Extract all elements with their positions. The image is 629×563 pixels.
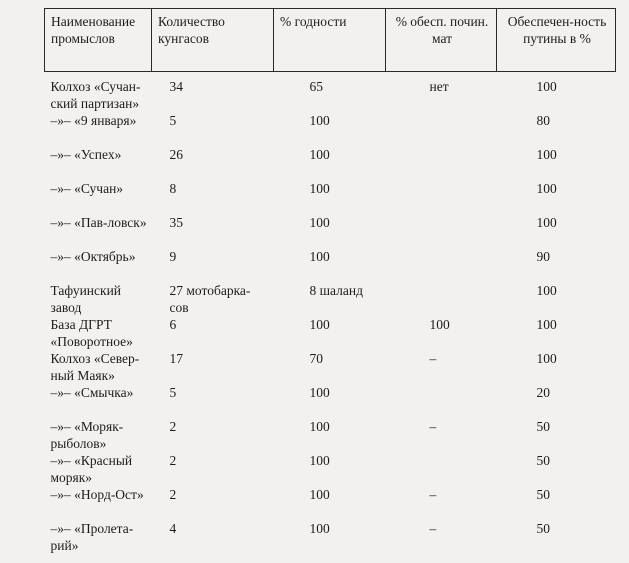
cell-name: Колхоз «Сучан-ский партизан»	[50, 79, 141, 111]
cell-name: –»– «Смычка»	[50, 385, 134, 400]
cell-kungas: 35	[169, 215, 183, 230]
cell-kungas: 17	[169, 351, 183, 366]
cell-kungas: 6	[169, 317, 177, 332]
cell-kungas: 4	[169, 521, 177, 536]
cell-fitness: 100	[309, 385, 330, 400]
cell-kungas: 34	[169, 79, 183, 94]
cell-name: –»– «Пролета-рий»	[50, 521, 134, 553]
cell-kungas: 2	[169, 419, 177, 434]
table-row	[45, 72, 616, 113]
cell-repair	[386, 112, 497, 146]
cell-supply: 100	[536, 215, 557, 230]
cell-kungas: 8	[169, 181, 177, 196]
cell-fitness: 100	[309, 317, 330, 332]
cell-name: –»– «9 января»	[50, 113, 137, 128]
cell-fitness: 8 шаланд	[309, 283, 363, 298]
table-row	[45, 452, 616, 486]
cell-supply: 50	[536, 419, 550, 434]
table-row	[45, 520, 616, 554]
cell-fitness: 100	[309, 419, 330, 434]
table-row	[45, 146, 616, 180]
cell-name: –»– «Пав-ловск»	[50, 215, 147, 230]
cell-supply: 90	[536, 249, 550, 264]
cell-name: –»– «Сучан»	[50, 181, 124, 196]
cell-fitness: 70	[309, 351, 323, 366]
cell-repair	[386, 180, 497, 214]
cell-fitness: 100	[309, 215, 330, 230]
cell-repair	[386, 384, 497, 418]
cell-repair: –	[429, 419, 437, 434]
cell-repair: –	[429, 521, 437, 536]
cell-fitness: 65	[309, 79, 323, 94]
table-row	[45, 248, 616, 282]
cell-supply: 100	[536, 181, 557, 196]
cell-name: Тафуинский завод	[50, 283, 122, 315]
table-row	[45, 418, 616, 452]
table-row	[45, 486, 616, 520]
cell-supply: 50	[536, 453, 550, 468]
cell-supply: 100	[536, 147, 557, 162]
table-row	[45, 112, 616, 146]
table-row	[45, 316, 616, 350]
cell-repair: 100	[429, 317, 450, 332]
cell-supply: 100	[536, 317, 557, 332]
cell-fitness: 100	[309, 249, 330, 264]
cell-fitness: 100	[309, 147, 330, 162]
cell-repair	[386, 248, 497, 282]
header-fitness: % годности	[274, 9, 386, 72]
header-row	[45, 9, 616, 72]
cell-repair: –	[429, 351, 437, 366]
cell-name: –»– «Октябрь»	[50, 249, 136, 264]
cell-name: База ДГРТ «Поворотное»	[50, 317, 133, 349]
cell-kungas: 9	[169, 249, 177, 264]
table-row	[45, 214, 616, 248]
cell-repair	[386, 282, 497, 316]
cell-repair	[386, 452, 497, 486]
cell-supply: 100	[536, 351, 557, 366]
cell-supply: 20	[536, 385, 550, 400]
cell-repair	[386, 214, 497, 248]
cell-fitness: 100	[309, 453, 330, 468]
fisheries-table	[44, 8, 616, 554]
cell-kungas: 5	[169, 385, 177, 400]
cell-name: –»– «Моряк-рыболов»	[50, 419, 124, 451]
header-supply: Обеспечен-ность путины в %	[497, 9, 616, 72]
cell-fitness: 100	[309, 181, 330, 196]
cell-name: –»– «Успех»	[50, 147, 122, 162]
cell-supply: 80	[536, 113, 550, 128]
cell-supply: 50	[536, 521, 550, 536]
header-repair-materials: % обесп. почин. мат	[386, 9, 497, 72]
cell-supply: 50	[536, 487, 550, 502]
cell-kungas: 26	[169, 147, 183, 162]
cell-kungas: 2	[169, 487, 177, 502]
cell-fitness: 100	[309, 113, 330, 128]
cell-name: Колхоз «Север-ный Маяк»	[50, 351, 140, 383]
cell-kungas: 5	[169, 113, 177, 128]
cell-kungas: 27 мотобарка-сов	[169, 283, 251, 315]
table-row	[45, 282, 616, 316]
cell-fitness: 100	[309, 521, 330, 536]
cell-supply: 100	[536, 283, 557, 298]
cell-name: –»– «Красный моряк»	[50, 453, 133, 485]
cell-repair	[386, 146, 497, 180]
table-header	[45, 9, 616, 72]
cell-name: –»– «Норд-Ост»	[50, 487, 144, 502]
table-row	[45, 180, 616, 214]
cell-repair: –	[429, 487, 437, 502]
table-row	[45, 384, 616, 418]
table-row	[45, 350, 616, 384]
cell-fitness: 100	[309, 487, 330, 502]
cell-repair: нет	[429, 79, 449, 94]
table-body	[45, 72, 616, 555]
cell-kungas: 2	[169, 453, 177, 468]
cell-supply: 100	[536, 79, 557, 94]
header-name: Наименование промыслов	[45, 9, 152, 72]
header-kungas: Количество кунгасов	[152, 9, 274, 72]
